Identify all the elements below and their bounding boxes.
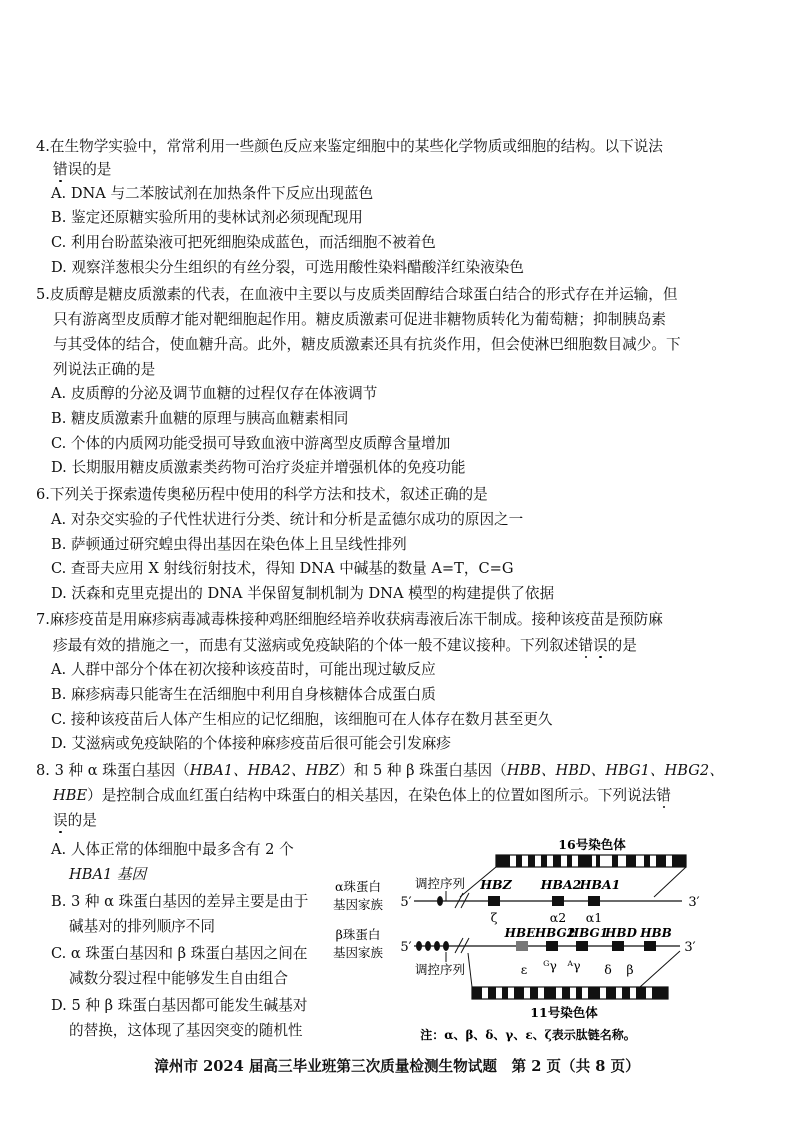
chain-zeta-label: ζ [490, 910, 498, 925]
q5-option-b: B. 糖皮质激素升血糖的原理与胰高血糖素相同 [51, 410, 349, 427]
q8-stem-text: 8. 3 种 α 珠蛋白基因（ [36, 762, 190, 779]
chain-alpha1-label: α1 [585, 910, 603, 925]
q8-option-a-line-1: A. 人体正常的体细胞中最多含有 2 个 [51, 841, 294, 858]
beta-gene-line [414, 938, 680, 953]
gene-hbe-label: HBE [504, 926, 536, 940]
q8-stem-text: ）是控制合成血红蛋白结构中珠蛋白的相关基因，在染色体上的位置如图所示。下列说法 [87, 787, 657, 804]
q8-stem-text: 的是 [67, 812, 97, 829]
q5-stem-line-1: 5.皮质醇是糖皮质激素的代表，在血液中主要以与皮质类固醇结合球蛋白结合的形式存在并运输，但 [36, 286, 678, 303]
gene-hba2-label: HBA2 [540, 877, 582, 892]
five-prime-label-alpha: 5′ [400, 895, 412, 910]
q4-stem-text: 误的是 [67, 161, 112, 178]
q6-option-c: C. 查哥夫应用 X 射线衍射技术，得知 DNA 中碱基的数量 A=T，C=G [51, 560, 514, 577]
q6-option-b: B. 萨顿通过研究蝗虫得出基因在染色体上且呈线性排列 [51, 536, 407, 553]
gene-hbb-label: HBB [640, 926, 672, 940]
regulatory-sequence-label-top: 调控序列 [414, 876, 466, 891]
chromosome-16 [496, 855, 686, 867]
q8-option-d-line-1: D. 5 种 β 珠蛋白基因都可能发生碱基对 [51, 997, 308, 1014]
q8-gene-names: HBA1、HBA2、HBZ [189, 762, 340, 779]
q8-option-b-line-2: 碱基对的排列顺序不同 [69, 918, 215, 935]
emphasis-char: 误 [53, 812, 68, 829]
q6-option-d: D. 沃森和克里克提出的 DNA 半保留复制机制为 DNA 模型的构建提供了依据 [51, 585, 555, 602]
gene-hbg2-label: HBG2 [534, 926, 576, 940]
chain-alpha2-label: α2 [549, 910, 567, 925]
q5-option-a: A. 皮质醇的分泌及调节血糖的过程仅存在体液调节 [51, 385, 378, 402]
chain-beta-label: β [626, 962, 634, 977]
alpha-family-label-2: 基因家族 [332, 897, 384, 912]
q7-option-c: C. 接种该疫苗后人体产生相应的记忆细胞，该细胞可在人体存在数月甚至更久 [51, 711, 553, 728]
chromosome-11 [472, 987, 668, 999]
figure-note: 注：α、β、δ、γ、ε、ζ表示肽链名称。 [420, 1028, 636, 1042]
q4-option-a: A. DNA 与二苯胺试剂在加热条件下反应出现蓝色 [51, 185, 374, 202]
q4-stem-line-1: 4.在生物学实验中，常常利用一些颜色反应来鉴定细胞中的某些化学物质或细胞的结构。以下说法 [36, 138, 663, 155]
beta-family-label-2: 基因家族 [332, 945, 384, 960]
q5-stem-line-4: 列说法正确的是 [53, 361, 156, 378]
page-footer: 漳州市 2024 届高三毕业班第三次质量检测生物试题 第 2 页（共 8 页） [154, 1058, 640, 1075]
gene-hba1-label: HBA1 [579, 877, 621, 892]
q7-stem-text: 疹最有效的措施之一，而患有艾滋病或免疫缺陷的个体一般不建议接种。下列叙述 [53, 637, 579, 654]
q5-option-d: D. 长期服用糖皮质激素类药物可治疗炎症并增强机体的免疫功能 [51, 459, 466, 476]
q7-option-d: D. 艾滋病或免疫缺陷的个体接种麻疹疫苗后很可能会引发麻疹 [51, 735, 451, 752]
alpha-gene-line [414, 891, 682, 908]
q8-option-c-line-2: 减数分裂过程中能够发生自由组合 [69, 970, 288, 987]
q4-option-b: B. 鉴定还原糖实验所用的斐林试剂必须现配现用 [51, 209, 363, 226]
q8-gene-names: HBB、HBD、HBG1、HBG2、 [506, 762, 724, 779]
q8-option-a-text: HBA1 基因 [69, 866, 147, 883]
q5-stem-line-3: 与其受体的结合，使血糖升高。此外，糖皮质激素还具有抗炎作用，但会使淋巴细胞数目减少。下 [53, 336, 681, 353]
q8-stem-text: ）和 5 种 β 珠蛋白基因（ [339, 762, 507, 779]
chr16-label: 16号染色体 [558, 837, 626, 852]
gene-hbd-label: HBD [605, 926, 637, 940]
three-prime-label-alpha: 3′ [688, 895, 700, 910]
three-prime-label-beta: 3′ [684, 940, 696, 955]
five-prime-label-beta: 5′ [400, 940, 412, 955]
alpha-family-label-1: α珠蛋白 [335, 879, 381, 894]
beta-family-label-1: β珠蛋白 [335, 927, 381, 942]
q8-option-c-line-1: C. α 珠蛋白基因和 β 珠蛋白基因之间在 [51, 945, 308, 962]
q7-stem-line-1: 7.麻疹疫苗是用麻疹病毒减毒株接种鸡胚细胞经培养收获病毒液后冻干制成。接种该疫苗是预防麻 [36, 611, 663, 628]
q8-option-d-line-2: 的替换，这体现了基因突变的随机性 [69, 1022, 303, 1039]
q8-gene-names: HBE [53, 787, 88, 804]
emphasis-char: 错 [656, 787, 671, 804]
q6-stem-line-1: 6.下列关于探索遗传奥秘历程中使用的科学方法和技术，叙述正确的是 [36, 486, 488, 503]
chr11-label: 11号染色体 [530, 1005, 598, 1020]
regulatory-sequence-label-bottom: 调控序列 [414, 962, 466, 977]
q5-option-c: C. 个体的内质网功能受损可导致血液中游离型皮质醇含量增加 [51, 435, 451, 452]
q4-option-d: D. 观察洋葱根尖分生组织的有丝分裂，可选用酸性染料醋酸洋红染液染色 [51, 259, 524, 276]
chain-g-gamma-label: ᴳγ [543, 958, 557, 973]
q7-stem-text: 的是 [607, 637, 637, 654]
chain-delta-label: δ [604, 962, 612, 977]
gene-hbg1-label: HBG1 [567, 926, 609, 940]
q7-option-a: A. 人群中部分个体在初次接种该疫苗时，可能出现过敏反应 [51, 661, 436, 678]
chain-epsilon-label: ε [520, 962, 528, 977]
emphasis-char: 错 [578, 637, 593, 654]
emphasis-char: 错 [53, 161, 68, 178]
q7-option-b: B. 麻疹病毒只能寄生在活细胞中利用自身核糖体合成蛋白质 [51, 686, 436, 703]
emphasis-char: 误 [593, 637, 608, 654]
q6-option-a: A. 对杂交实验的子代性状进行分类、统计和分析是孟德尔成功的原因之一 [51, 511, 524, 528]
gene-hbz-label: HBZ [480, 877, 512, 892]
q5-stem-line-2: 只有游离型皮质醇才能对靶细胞起作用。糖皮质激素可促进非糖物质转化为葡萄糖；抑制胰岛素 [53, 311, 666, 328]
q8-option-b-line-1: B. 3 种 α 珠蛋白基因的差异主要是由于 [51, 893, 309, 910]
chain-a-gamma-label: ᴬγ [567, 958, 581, 973]
q4-option-c: C. 利用台盼蓝染液可把死细胞染成蓝色，而活细胞不被着色 [51, 234, 436, 251]
